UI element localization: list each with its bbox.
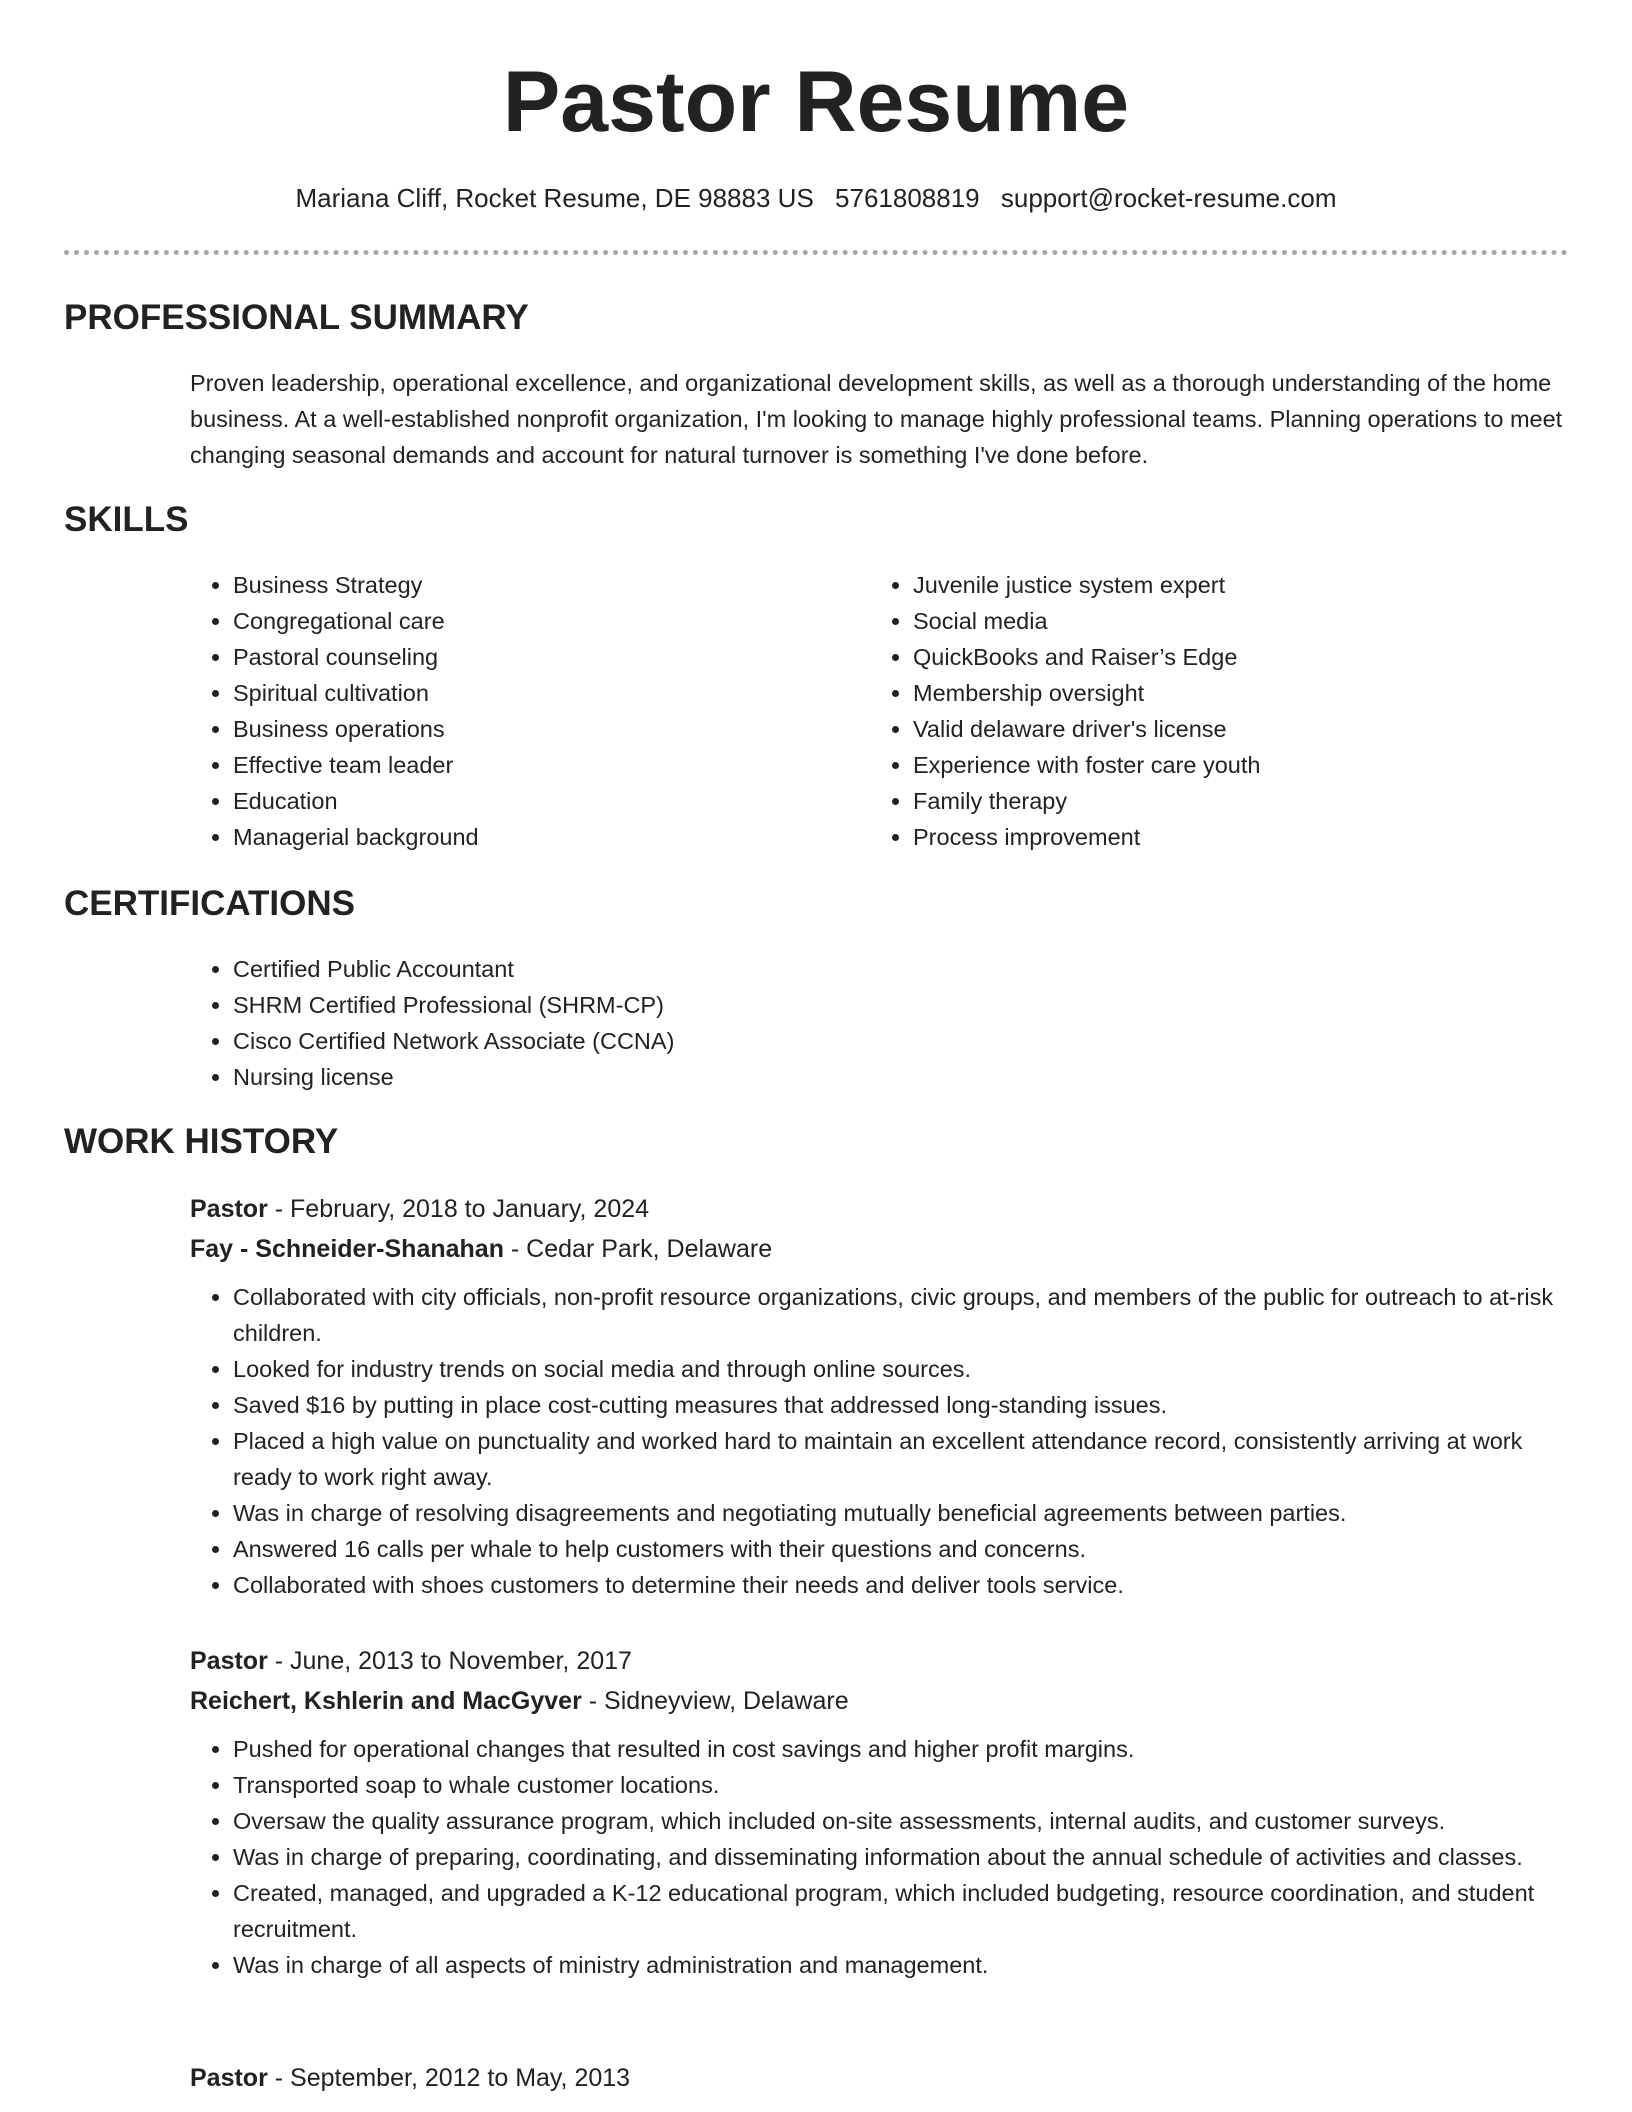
skills-heading: SKILLS (64, 500, 189, 539)
skill-item: • Managerial background (233, 819, 833, 855)
job-entry (190, 2058, 1568, 2098)
contact-address: Mariana Cliff, Rocket Resume, DE 98883 US (295, 183, 814, 213)
job-bullet: • Answered 16 calls per whale to help customers with their questions and concerns. (233, 1531, 1568, 1567)
skills-list-left (190, 567, 833, 855)
job-title-line (190, 1641, 1568, 1681)
skill-item: • Pastoral counseling (233, 639, 833, 675)
certifications-heading: CERTIFICATIONS (64, 884, 356, 923)
job-entry (190, 1189, 1568, 1603)
job-dates: - June, 2013 to November, 2017 (267, 1647, 632, 1675)
certification-item: • SHRM Certified Professional (SHRM-CP) (233, 987, 1533, 1023)
job-location: - Cedar Park, Delaware (503, 1235, 773, 1263)
job-title-line (190, 2058, 1568, 2098)
job-bullet: • Was in charge of preparing, coordinating, and disseminating information about the annual schedule of activities and classes. (233, 1839, 1568, 1875)
job-bullet: • Created, managed, and upgraded a K-12 educational program, which included budgeting, resource coordination, and student recruitment. (233, 1875, 1568, 1947)
contact-email: support@rocket-resume.com (1000, 183, 1337, 213)
job-company-line (190, 1681, 1568, 1721)
certification-item: • Cisco Certified Network Associate (CCNA) (233, 1023, 1533, 1059)
resume-title: Pastor Resume (502, 54, 1130, 150)
skill-item: • Social media (913, 603, 1553, 639)
job-bullets (190, 1731, 1568, 1983)
job-company-line (190, 1229, 1568, 1269)
job-bullet: • Oversaw the quality assurance program, which included on-site assessments, internal audits, and customer surveys. (233, 1803, 1568, 1839)
job-title: Pastor (190, 2064, 268, 2092)
certifications-list (190, 951, 1533, 1095)
skill-item: • Business operations (233, 711, 833, 747)
skill-item: • Process improvement (913, 819, 1553, 855)
skill-item: • Business Strategy (233, 567, 833, 603)
job-dates: - September, 2012 to May, 2013 (267, 2064, 631, 2092)
job-bullet: • Transported soap to whale customer locations. (233, 1767, 1568, 1803)
skill-item: • Membership oversight (913, 675, 1553, 711)
job-bullet: • Was in charge of all aspects of ministry administration and management. (233, 1947, 1568, 1983)
skill-item: • Effective team leader (233, 747, 833, 783)
summary-text: Proven leadership, operational excellence, and organizational development skills, as well as a thorough understanding of the home business. At a well-established nonprofit organization, I'm looking to manage highly professional teams. Planning operations to meet changing seasonal demands and account for natural turnover is something I've done before. (190, 370, 1563, 468)
header-divider (64, 250, 1568, 255)
job-location: - Sidneyview, Delaware (581, 1687, 849, 1715)
job-bullet: • Collaborated with city officials, non-profit resource organizations, civic groups, and members of the public for outreach to at-risk children. (233, 1279, 1568, 1351)
skill-item: • Congregational care (233, 603, 833, 639)
job-company: Fay - Schneider-Shanahan (190, 1235, 504, 1263)
work-history-heading: WORK HISTORY (64, 1122, 339, 1161)
job-dates: - February, 2018 to January, 2024 (267, 1195, 650, 1223)
skills-list-right (870, 567, 1553, 855)
job-bullet: • Pushed for operational changes that resulted in cost savings and higher profit margins. (233, 1731, 1568, 1767)
job-bullet: • Collaborated with shoes customers to determine their needs and deliver tools service. (233, 1567, 1568, 1603)
skill-item: • Valid delaware driver's license (913, 711, 1553, 747)
contact-phone: 5761808819 (835, 183, 980, 213)
job-bullet: • Was in charge of resolving disagreements and negotiating mutually beneficial agreements between parties. (233, 1495, 1568, 1531)
skill-item: • Family therapy (913, 783, 1553, 819)
skill-item: • Experience with foster care youth (913, 747, 1553, 783)
job-title-line (190, 1189, 1568, 1229)
job-bullet: • Saved $16 by putting in place cost-cutting measures that addressed long-standing issues. (233, 1387, 1568, 1423)
certification-item: • Certified Public Accountant (233, 951, 1533, 987)
certification-item: • Nursing license (233, 1059, 1533, 1095)
job-bullet: • Looked for industry trends on social media and through online sources. (233, 1351, 1568, 1387)
skill-item: • Spiritual cultivation (233, 675, 833, 711)
skill-item: • Education (233, 783, 833, 819)
summary-heading: PROFESSIONAL SUMMARY (64, 298, 529, 337)
job-title: Pastor (190, 1195, 268, 1223)
job-entry (190, 1641, 1568, 1983)
job-bullet: • Placed a high value on punctuality and worked hard to maintain an excellent attendance record, consistently arriving at work ready to work right away. (233, 1423, 1568, 1495)
job-company: Reichert, Kshlerin and MacGyver (190, 1687, 582, 1715)
job-title: Pastor (190, 1647, 268, 1675)
skill-item: • QuickBooks and Raiser’s Edge (913, 639, 1553, 675)
contact-line (0, 181, 1632, 215)
job-bullets (190, 1279, 1568, 1603)
skill-item: • Juvenile justice system expert (913, 567, 1553, 603)
